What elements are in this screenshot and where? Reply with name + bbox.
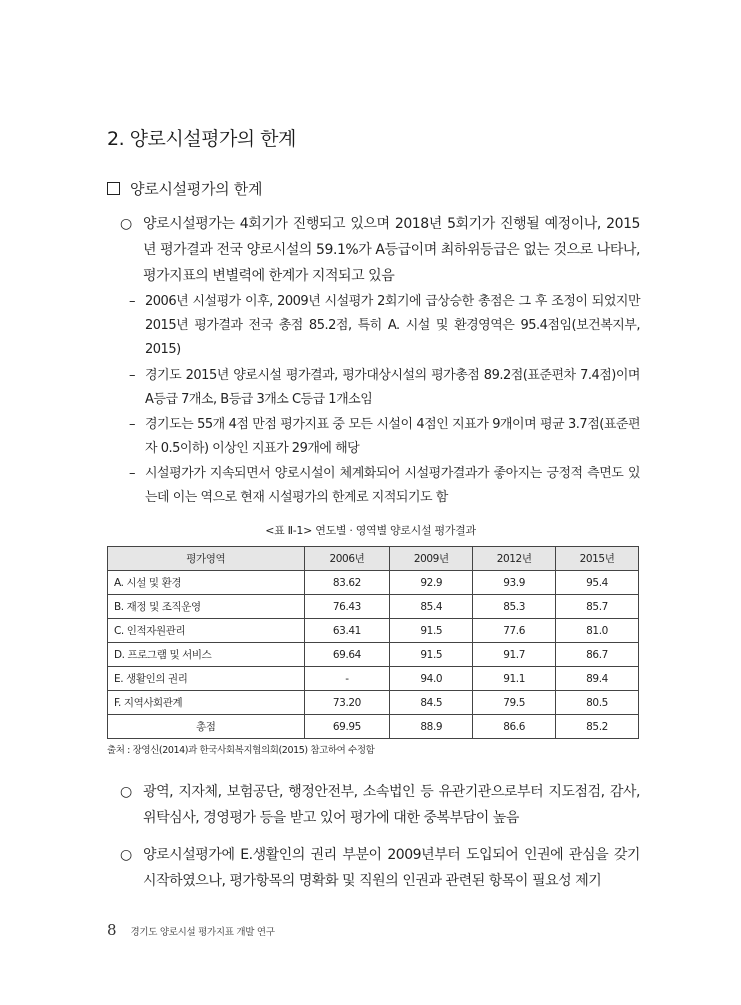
value-cell: 76.43 [304, 595, 390, 619]
total-label-cell: 총점 [108, 715, 305, 739]
table-row [108, 691, 639, 715]
value-cell: 85.3 [473, 595, 556, 619]
value-cell: 91.1 [473, 667, 556, 691]
value-cell: 81.0 [556, 619, 639, 643]
dash-item [129, 462, 640, 510]
area-cell: D. 프로그램 및 서비스 [108, 643, 305, 667]
bullet-item [120, 211, 640, 289]
value-cell: - [304, 667, 390, 691]
value-cell: 92.9 [390, 571, 473, 595]
footer-doc-title: 경기도 양로시설 평가지표 개발 연구 [130, 927, 275, 938]
area-cell: E. 생활인의 권리 [108, 667, 305, 691]
value-cell: 69.64 [304, 643, 390, 667]
page-number: 8 [107, 921, 117, 939]
table-row [108, 619, 639, 643]
value-cell: 85.7 [556, 595, 639, 619]
circle-bullet-icon: ○ [120, 784, 132, 800]
section-title: 2. 양로시설평가의 한계 [107, 128, 296, 150]
value-cell: 73.20 [304, 691, 390, 715]
total-value-cell: 85.2 [556, 715, 639, 739]
dash-bullet-icon: – [129, 417, 135, 432]
total-value-cell: 86.6 [473, 715, 556, 739]
dash-item [129, 413, 640, 461]
value-cell: 95.4 [556, 571, 639, 595]
table-header-row [108, 547, 639, 571]
header-cell: 2009년 [390, 547, 473, 571]
bullet-text: 양로시설평가에 E.생활인의 권리 부분이 2009년부터 도입되어 인권에 관심을 갖기 시작하였으나, 평가항목의 명확화 및 직원의 인권과 관련된 항목이 필요성 제기 [143, 847, 640, 889]
value-cell: 77.6 [473, 619, 556, 643]
value-cell: 93.9 [473, 571, 556, 595]
table-row [108, 643, 639, 667]
table-total-row [108, 715, 639, 739]
dash-text: 시설평가가 지속되면서 양로시설이 체계화되어 시설평가결과가 좋아지는 긍정적 측면도 있는데 이는 역으로 현재 시설평가의 한계로 지적되기도 함 [145, 466, 640, 505]
table-row [108, 667, 639, 691]
value-cell: 89.4 [556, 667, 639, 691]
dash-item [129, 364, 640, 412]
area-cell: B. 재정 및 조직운영 [108, 595, 305, 619]
value-cell: 63.41 [304, 619, 390, 643]
bullet-text: 양로시설평가는 4회기가 진행되고 있으며 2018년 5회기가 진행될 예정이나, 2015년 평가결과 전국 양로시설의 59.1%가 A등급이며 최하위등급은 없는 것으로 나타나, 평가지표의 변별력에 한계가 지적되고 있음 [143, 216, 640, 284]
total-value-cell: 69.95 [304, 715, 390, 739]
value-cell: 80.5 [556, 691, 639, 715]
value-cell: 84.5 [390, 691, 473, 715]
header-cell: 2015년 [556, 547, 639, 571]
area-cell: C. 인적자원관리 [108, 619, 305, 643]
table-row [108, 571, 639, 595]
page-footer [107, 920, 275, 939]
area-cell: A. 시설 및 환경 [108, 571, 305, 595]
value-cell: 79.5 [473, 691, 556, 715]
subsection-heading [107, 178, 262, 199]
bullet-text: 광역, 지자체, 보험공단, 행정안전부, 소속법인 등 유관기관으로부터 지도점검, 감사, 위탁심사, 경영평가 등을 받고 있어 평가에 대한 중복부담이 높음 [143, 784, 640, 826]
area-cell: F. 지역사회관계 [108, 691, 305, 715]
table-row [108, 595, 639, 619]
value-cell: 94.0 [390, 667, 473, 691]
dash-item [129, 290, 640, 362]
table-source-note: 출처 : 장영신(2014)과 한국사회복지협의회(2015) 참고하여 수정함 [107, 745, 375, 756]
bullet-item [120, 779, 640, 831]
dash-text: 경기도는 55개 4점 만점 평가지표 중 모든 시설이 4점인 지표가 9개이며 평균 3.7점(표준편자 0.5이하) 이상인 지표가 29개에 해당 [145, 417, 640, 456]
evaluation-results-table [107, 546, 639, 739]
circle-bullet-icon: ○ [120, 216, 132, 232]
value-cell: 85.4 [390, 595, 473, 619]
square-bullet-icon [107, 182, 120, 195]
dash-bullet-icon: – [129, 466, 135, 481]
value-cell: 86.7 [556, 643, 639, 667]
bullet-item [120, 842, 640, 894]
subsection-title: 양로시설평가의 한계 [130, 180, 263, 198]
header-cell: 2006년 [304, 547, 390, 571]
dash-bullet-icon: – [129, 368, 135, 383]
value-cell: 83.62 [304, 571, 390, 595]
table-caption: <표 Ⅱ-1> 연도별 · 영역별 양로시설 평가결과 [265, 524, 476, 537]
circle-bullet-icon: ○ [120, 847, 132, 863]
dash-text: 경기도 2015년 양로시설 평가결과, 평가대상시설의 평가총점 89.2점(표준편차 7.4점)이며 A등급 7개소, B등급 3개소 C등급 1개소임 [145, 368, 640, 407]
total-value-cell: 88.9 [390, 715, 473, 739]
dash-bullet-icon: – [129, 294, 135, 309]
value-cell: 91.7 [473, 643, 556, 667]
value-cell: 91.5 [390, 619, 473, 643]
value-cell: 91.5 [390, 643, 473, 667]
header-cell: 2012년 [473, 547, 556, 571]
dash-text: 2006년 시설평가 이후, 2009년 시설평가 2회기에 급상승한 총점은 그 후 조정이 되었지만 2015년 평가결과 전국 총점 85.2점, 특히 A. 시설 및 환경영역은 95.4점임(보건복지부, 2015) [145, 294, 640, 357]
header-cell: 평가영역 [108, 547, 305, 571]
